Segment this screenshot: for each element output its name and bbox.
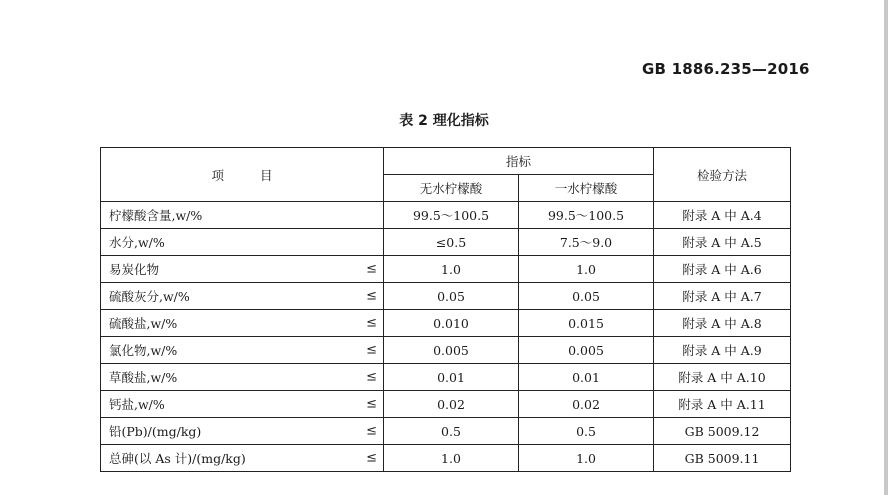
monohydrate-value: 7.5～9.0 <box>519 229 654 256</box>
table-row <box>101 310 791 337</box>
method-cell: GB 5009.12 <box>654 418 791 445</box>
anhydrous-value: 0.05 <box>384 283 519 310</box>
le-symbol: ≤ <box>366 261 377 277</box>
table-row <box>101 202 791 229</box>
item-cell <box>101 364 384 391</box>
table-row <box>101 256 791 283</box>
item-name: 总砷(以 As 计)/(mg/kg) <box>109 451 246 466</box>
method-cell: 附录 A 中 A.6 <box>654 256 791 283</box>
spec-table <box>100 147 791 472</box>
monohydrate-value: 0.015 <box>519 310 654 337</box>
anhydrous-value: 0.02 <box>384 391 519 418</box>
monohydrate-value: 1.0 <box>519 445 654 472</box>
item-name: 水分,w/% <box>109 235 165 250</box>
item-cell <box>101 337 384 364</box>
item-cell <box>101 229 384 256</box>
anhydrous-value: 0.5 <box>384 418 519 445</box>
item-cell <box>101 283 384 310</box>
table-row <box>101 229 791 256</box>
header-spec: 指标 <box>384 148 654 175</box>
item-cell <box>101 445 384 472</box>
document-code: GB 1886.235—2016 <box>642 60 810 78</box>
item-name: 易炭化物 <box>109 262 160 277</box>
anhydrous-value: ≤0.5 <box>384 229 519 256</box>
table-row <box>101 337 791 364</box>
item-name: 硫酸灰分,w/% <box>109 289 190 304</box>
method-cell: 附录 A 中 A.7 <box>654 283 791 310</box>
item-cell <box>101 391 384 418</box>
anhydrous-value: 0.01 <box>384 364 519 391</box>
header-item: 项 目 <box>101 148 384 202</box>
method-cell: 附录 A 中 A.9 <box>654 337 791 364</box>
item-name: 硫酸盐,w/% <box>109 316 178 331</box>
anhydrous-value: 1.0 <box>384 256 519 283</box>
method-cell: 附录 A 中 A.11 <box>654 391 791 418</box>
header-monohydrate: 一水柠檬酸 <box>519 175 654 202</box>
spec-table-body <box>101 148 791 472</box>
item-name: 铅(Pb)/(mg/kg) <box>109 424 202 439</box>
le-symbol: ≤ <box>366 450 377 466</box>
monohydrate-value: 0.05 <box>519 283 654 310</box>
le-symbol: ≤ <box>366 396 377 412</box>
le-symbol: ≤ <box>366 315 377 331</box>
le-symbol: ≤ <box>366 288 377 304</box>
header-method: 检验方法 <box>654 148 791 202</box>
table-row <box>101 445 791 472</box>
method-cell: 附录 A 中 A.4 <box>654 202 791 229</box>
monohydrate-value: 0.01 <box>519 364 654 391</box>
table-title: 表 2 理化指标 <box>399 113 489 129</box>
table-row <box>101 364 791 391</box>
monohydrate-value: 0.5 <box>519 418 654 445</box>
item-name: 钙盐,w/% <box>109 397 165 412</box>
monohydrate-value: 0.02 <box>519 391 654 418</box>
method-cell: 附录 A 中 A.8 <box>654 310 791 337</box>
method-cell: 附录 A 中 A.5 <box>654 229 791 256</box>
page-edge <box>884 0 888 495</box>
monohydrate-value: 99.5～100.5 <box>519 202 654 229</box>
table-row <box>101 283 791 310</box>
item-name: 氯化物,w/% <box>109 343 178 358</box>
anhydrous-value: 1.0 <box>384 445 519 472</box>
item-cell <box>101 418 384 445</box>
anhydrous-value: 0.010 <box>384 310 519 337</box>
item-name: 草酸盐,w/% <box>109 370 178 385</box>
monohydrate-value: 0.005 <box>519 337 654 364</box>
anhydrous-value: 99.5～100.5 <box>384 202 519 229</box>
table-row <box>101 391 791 418</box>
item-cell <box>101 256 384 283</box>
header-anhydrous: 无水柠檬酸 <box>384 175 519 202</box>
table-row <box>101 418 791 445</box>
monohydrate-value: 1.0 <box>519 256 654 283</box>
method-cell: GB 5009.11 <box>654 445 791 472</box>
header-row-1 <box>101 148 791 175</box>
le-symbol: ≤ <box>366 423 377 439</box>
item-cell <box>101 202 384 229</box>
item-name: 柠檬酸含量,w/% <box>109 208 203 223</box>
item-cell <box>101 310 384 337</box>
le-symbol: ≤ <box>366 342 377 358</box>
method-cell: 附录 A 中 A.10 <box>654 364 791 391</box>
le-symbol: ≤ <box>366 369 377 385</box>
anhydrous-value: 0.005 <box>384 337 519 364</box>
